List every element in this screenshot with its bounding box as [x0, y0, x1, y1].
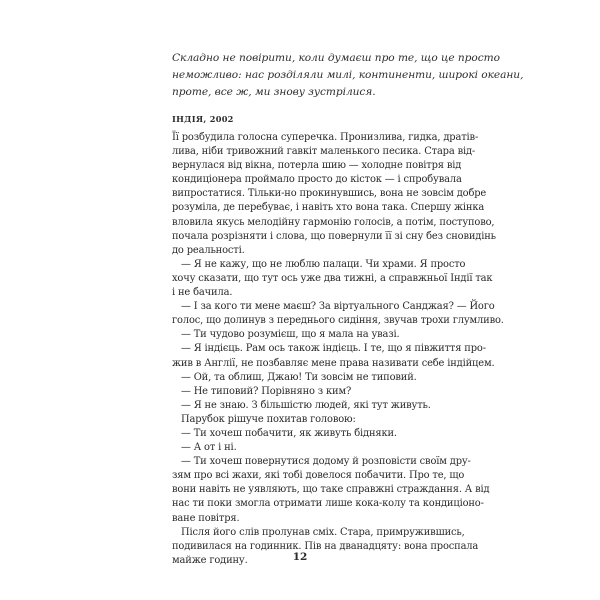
text-line: ване повітря.	[172, 512, 240, 524]
text-line: — Ой, та облиш, Джаю! Ти зовсім не типовий.	[181, 371, 417, 383]
epigraph	[172, 50, 524, 101]
text-line: майже годину.	[172, 554, 248, 566]
text-line: нас ти поки змогла отримати лише кока-колу та кондиціоно-	[172, 498, 484, 510]
text-line: голос, що долинув з переднього сидіння, звучав трохи глумливо.	[172, 315, 504, 327]
text-line: вони навіть не уявляють, що таке справжні страждання. А від	[172, 484, 490, 496]
epigraph-line: проте, все ж, ми знову зустрілися.	[172, 86, 376, 98]
section-heading: ІНДІЯ, 2002	[172, 114, 234, 124]
text-line: — І за кого ти мене маєш? За віртуального Санджая? — Його	[181, 301, 495, 313]
text-line: — А от і ні.	[181, 442, 237, 454]
text-line: — Я індієць. Рам ось також індієць. І те, що я півжиття про-	[181, 343, 486, 355]
text-line: — Ти хочеш повернутися додому й розповісти своїм дру-	[181, 456, 471, 468]
text-line: і не бачила.	[172, 287, 233, 299]
text-line: — Я не знаю. З більшістю людей, які тут живуть.	[181, 399, 431, 411]
text-line: — Я не кажу, що не люблю палаци. Чи храми. Я просто	[181, 258, 466, 270]
text-line: Парубок рішуче похитав головою:	[181, 413, 356, 425]
text-line: почала розрізняти і слова, що повернули її зі сну без сновидінь	[172, 230, 496, 242]
text-line: — Ти хочеш побачити, як живуть бідняки.	[181, 427, 397, 439]
text-line: Її розбудила голосна суперечка. Пронизлива, гидка, дратів-	[172, 132, 479, 143]
text-line: вернулася від вікна, потерла шию — холодне повітря від	[172, 160, 462, 172]
epigraph-line: неможливо: нас розділяли милі, континенти, широкі океани,	[172, 69, 524, 81]
text-line: подивилася на годинник. Пів на дванадцяту: вона проспала	[172, 540, 479, 552]
text-line: кондиціонера проймало просто до кісток — і спробувала	[172, 174, 462, 186]
text-line: лива, ніби тривожний гавкіт маленького песика. Стара від-	[172, 146, 476, 158]
text-line: до реальності.	[172, 244, 245, 256]
body-text	[172, 131, 504, 568]
page-number: 12	[292, 551, 308, 563]
text-line: — Ти чудово розумієш, що я мала на увазі.	[181, 329, 400, 341]
text-line: Після його слів пролунав сміх. Стара, примружившись,	[181, 526, 465, 538]
text-line: розуміла, де перебуває, і навіть хто вона така. Спершу жінка	[172, 202, 485, 214]
text-line: випростатися. Тільки-но прокинувшись, вона не зовсім добре	[172, 188, 487, 200]
epigraph-line: Складно не повірити, коли думаєш про те, що це просто	[172, 52, 500, 64]
text-line: хочу сказати, що тут ось уже два тижні, а справжньої Індії так	[172, 272, 493, 284]
text-line: — Не типовий? Порівняно з ким?	[181, 385, 352, 397]
text-line: зям про всі жахи, які тобі довелося побачити. Про те, що	[172, 470, 465, 482]
text-line: жив в Англії, не позбавляє мене права називати себе індійцем.	[172, 357, 495, 369]
text-line: вловила якусь мелодійну гармонію голосів, а потім, поступово,	[172, 216, 495, 228]
